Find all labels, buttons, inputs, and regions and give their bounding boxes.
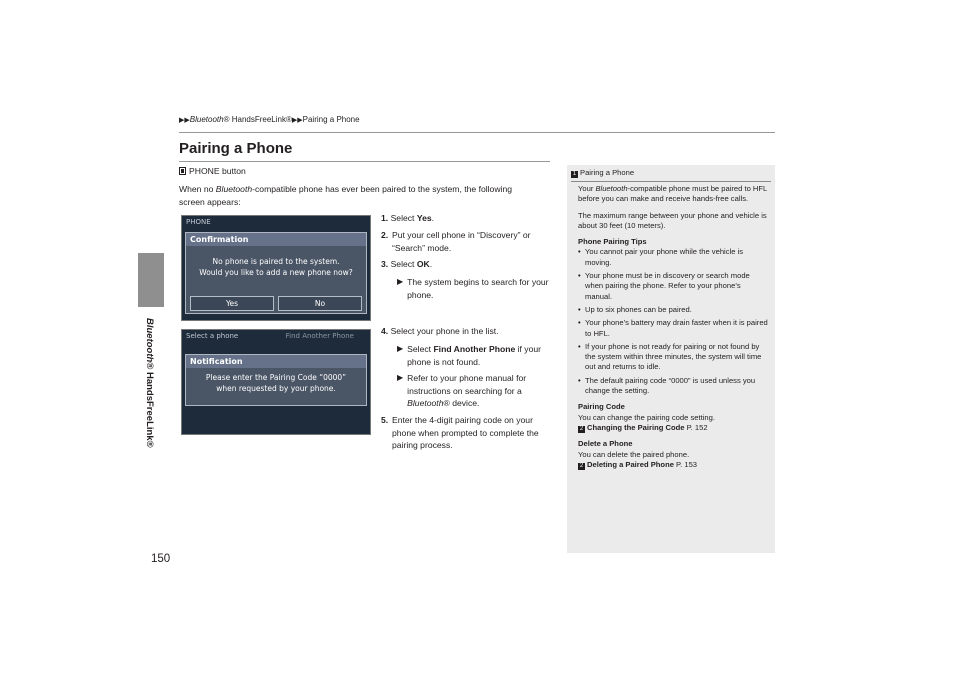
page-number: 150: [151, 553, 171, 565]
step-4-substep-b: ▶ Refer to your phone manual for instructions on searching for a Bluetooth® device.: [397, 373, 527, 408]
tip-item: • Up to six phones can be paired.: [578, 304, 692, 314]
screen-header: [182, 330, 370, 348]
note-marker-icon: 1: [572, 171, 577, 177]
section-tab: [138, 253, 164, 307]
delete-phone-heading: Delete a Phone: [578, 439, 633, 449]
reference-arrow-icon: 2: [579, 425, 584, 432]
tip-item: • Your phone’s battery may drain faster when it is paired to HFL.: [578, 318, 768, 338]
pairing-code-text: You can change the pairing code setting.: [578, 412, 715, 422]
result-arrow-icon: ▶: [397, 373, 404, 382]
find-another-phone-button[interactable]: Find Another Phone: [285, 332, 354, 340]
header-rule: [179, 132, 775, 133]
step-2: 2. Put your cell phone in “Discovery” or “Search” mode.: [381, 230, 531, 253]
sidebar-label: Bluetooth® HandsFreeLink®: [144, 318, 155, 448]
step-5: 5. Enter the 4-digit pairing code on your phone when prompted to complete the pairing process.: [381, 415, 539, 450]
side-note-box: [567, 165, 775, 553]
confirmation-screen: [181, 215, 371, 321]
dialog-message: Please enter the Pairing Code “0000” when requested by your phone.: [205, 373, 347, 393]
screen-title: Select a phone: [186, 332, 239, 340]
notification-dialog: [185, 354, 367, 406]
button-hand-icon: [179, 167, 186, 175]
triangle-icon: ▶▶: [291, 117, 303, 124]
dialog-title: Notification: [186, 355, 366, 368]
screen-header: PHONE: [186, 218, 211, 226]
confirmation-dialog: [185, 232, 367, 314]
tip-item: • You cannot pair your phone while the vehicle is moving.: [578, 247, 744, 267]
tip-item: • The default pairing code “0000” is used unless you change the setting.: [578, 375, 756, 396]
step-1: 1. Select Yes.: [381, 213, 435, 223]
dialog-message: No phone is paired to the system. Would you like to add a new phone now?: [199, 257, 353, 277]
page-title: Pairing a Phone: [179, 140, 293, 157]
pairing-code-heading: Pairing Code: [578, 402, 625, 412]
tip-item: • If your phone is not ready for pairing or not found by the system within three minutes, the system will time out and returns to idle.: [578, 341, 762, 372]
tips-heading: Phone Pairing Tips: [578, 237, 647, 247]
result-arrow-icon: ▶: [397, 277, 404, 286]
breadcrumb-page[interactable]: Pairing a Phone: [302, 115, 360, 124]
side-note-heading: 1 Pairing a Phone: [571, 168, 771, 182]
breadcrumb: [179, 115, 360, 124]
step-3: 3. Select OK.: [381, 259, 433, 269]
delete-phone-reference[interactable]: 2 Deleting a Paired Phone P. 153: [579, 459, 698, 469]
reference-arrow-icon: 2: [579, 462, 584, 469]
pairing-code-reference[interactable]: 2 Changing the Pairing Code P. 152: [579, 422, 708, 432]
tip-item: • Your phone must be in discovery or search mode when pairing the phone. Refer to your phone’s manual.: [578, 271, 750, 301]
side-note-intro: Your Bluetooth-compatible phone must be paired to HFL before you can make and receive hands-free calls.: [578, 184, 767, 204]
triangle-icon: ▶▶: [179, 117, 190, 124]
side-note-body: [578, 184, 768, 470]
title-rule: [179, 161, 550, 162]
side-note-range: The maximum range between your phone and vehicle is about 30 feet (10 meters).: [578, 210, 767, 230]
phone-button-line: PHONE button: [179, 165, 246, 178]
yes-button[interactable]: Yes: [190, 296, 274, 311]
no-button[interactable]: No: [278, 296, 362, 311]
step-4-substep-a: ▶ Select Find Another Phone if your phone is not found.: [397, 344, 542, 367]
dialog-title: Confirmation: [186, 233, 366, 246]
breadcrumb-italic: Bluetooth: [189, 115, 224, 124]
notification-screen: [181, 329, 371, 435]
result-arrow-icon: ▶: [397, 344, 404, 353]
delete-phone-text: You can delete the paired phone.: [578, 449, 690, 459]
intro-paragraph: When no Bluetooth-compatible phone has ever been paired to the system, the following screen appears:: [179, 184, 513, 207]
step-3-result: ▶ The system begins to search for your phone.: [397, 277, 549, 300]
breadcrumb-section[interactable]: ® HandsFreeLink®: [223, 115, 292, 124]
step-4: 4. Select your phone in the list.: [381, 326, 499, 336]
